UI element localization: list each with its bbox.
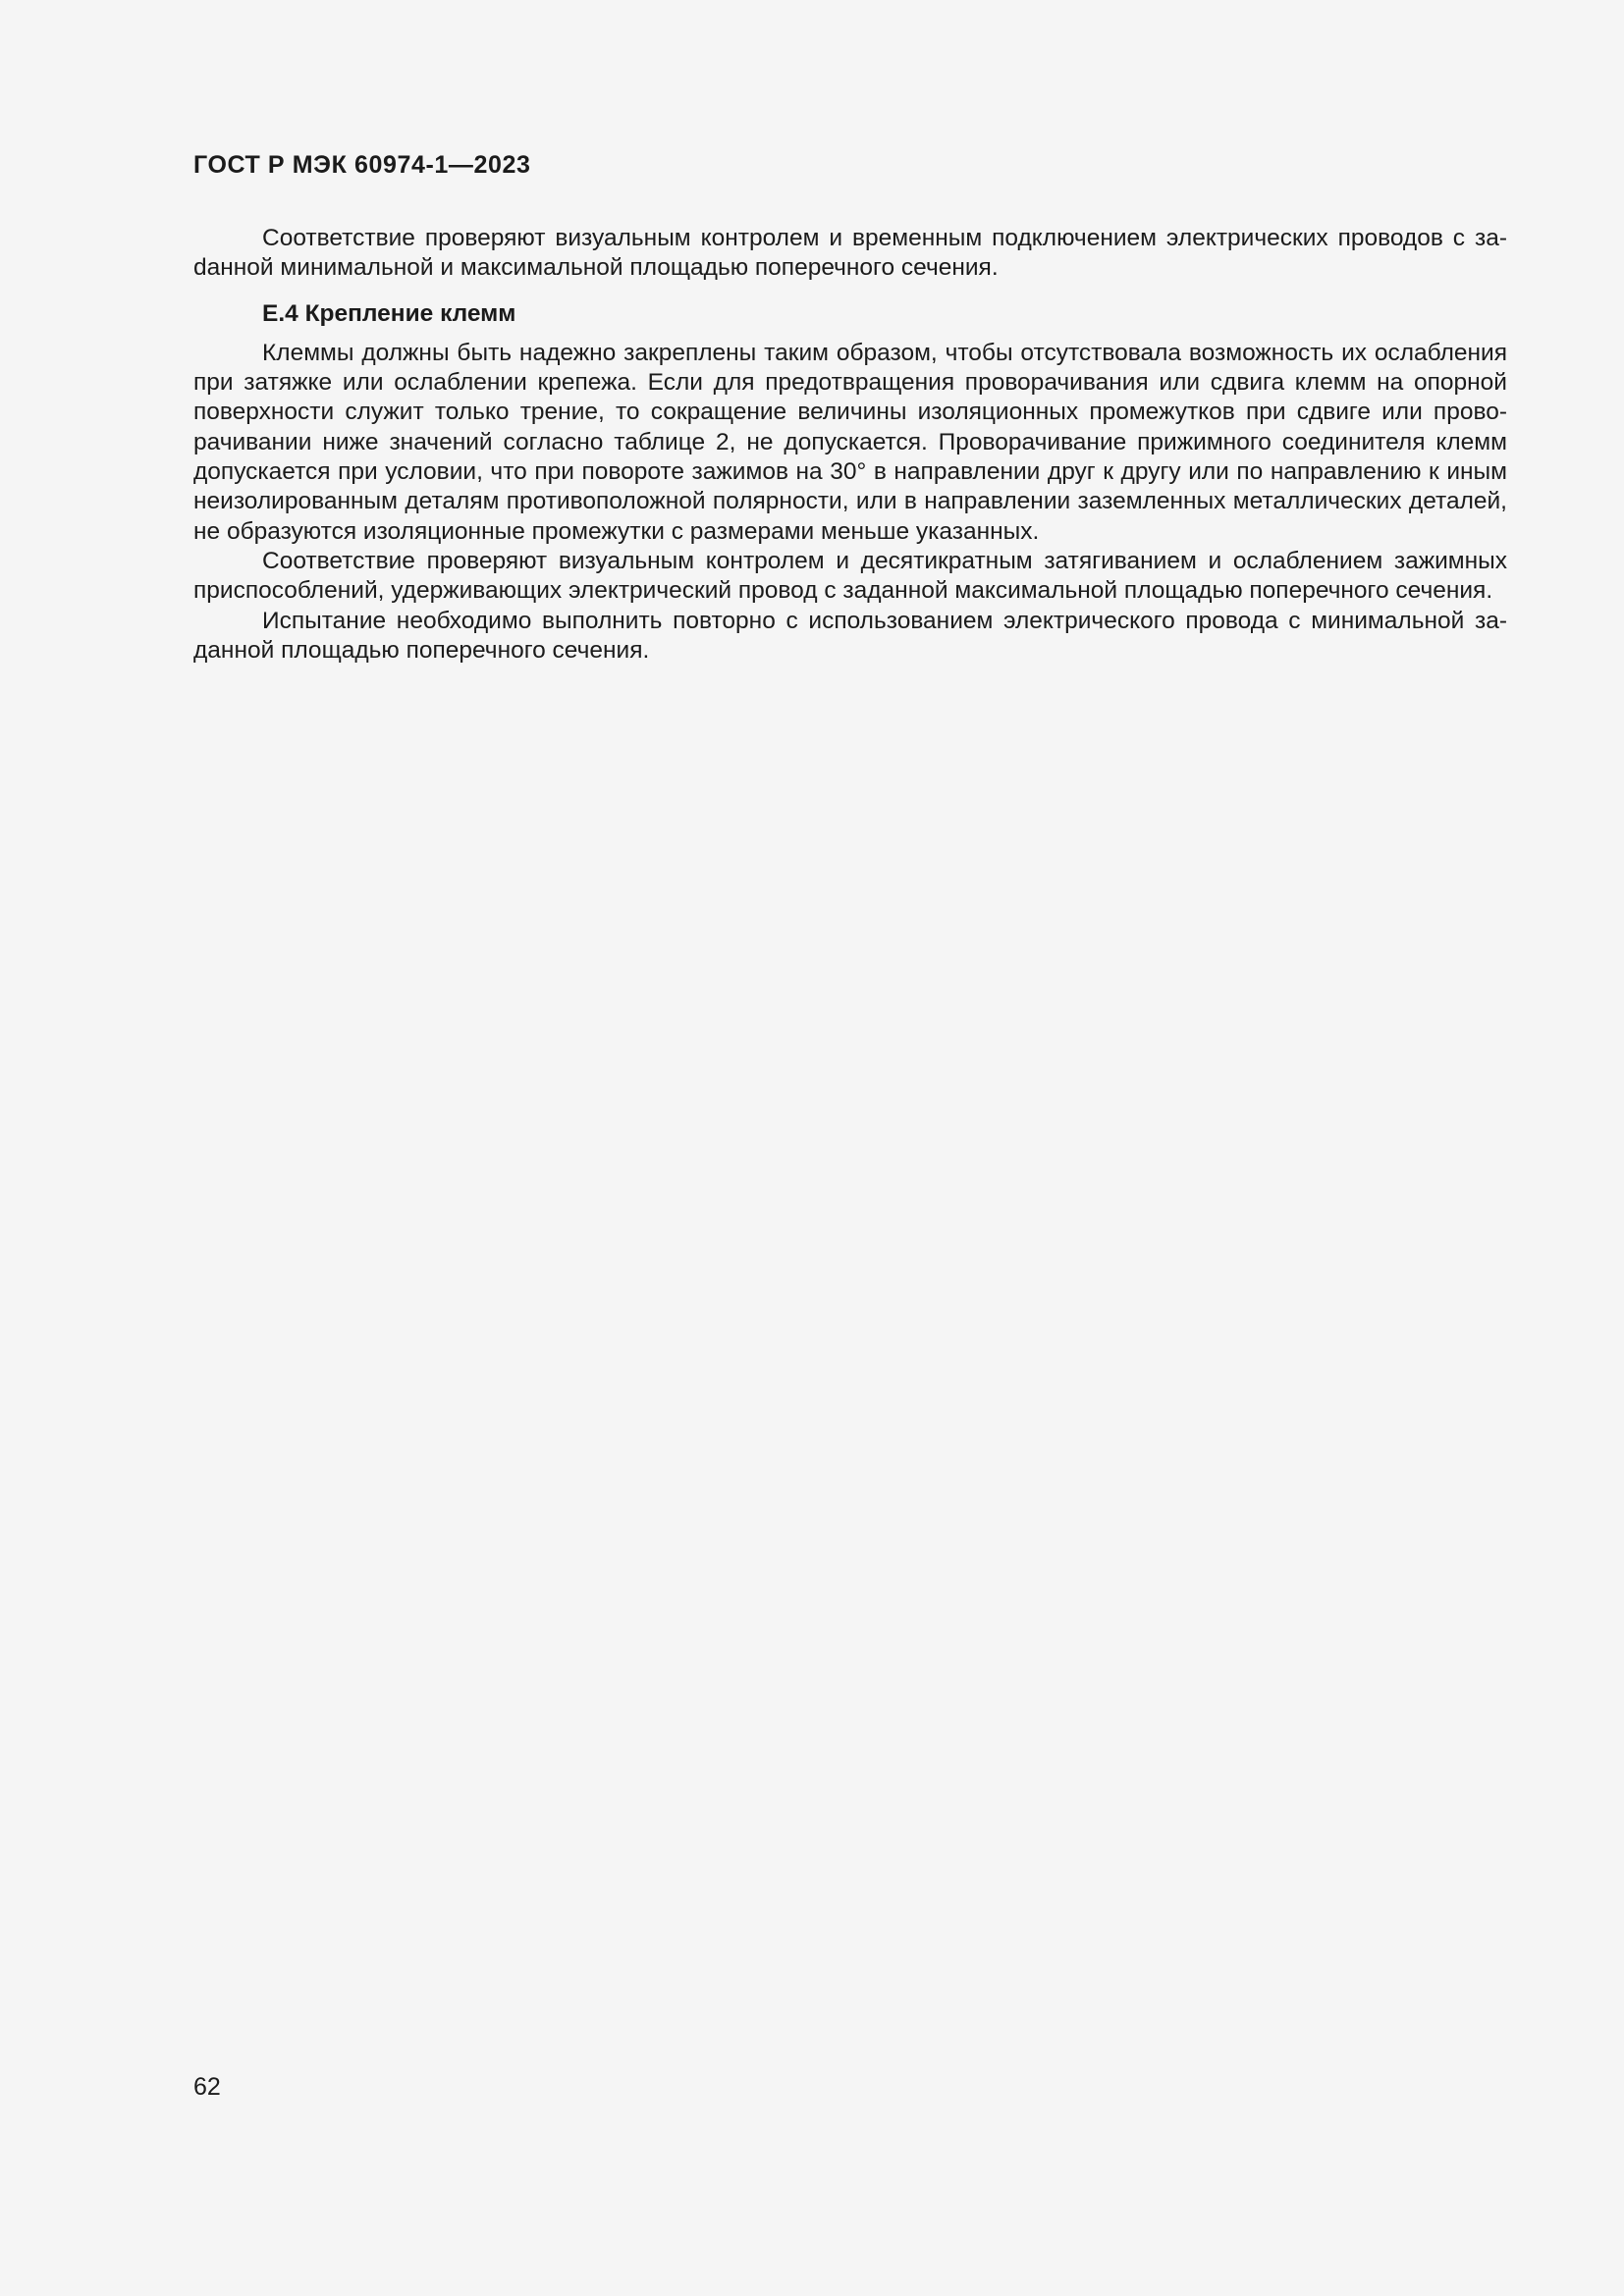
document-body bbox=[193, 224, 1507, 666]
section-heading-e4: E.4 Крепление клемм bbox=[262, 299, 516, 327]
document-header-title: ГОСТ Р МЭК 60974-1—2023 bbox=[193, 151, 531, 179]
page-number: 62 bbox=[193, 2073, 221, 2101]
paragraph-repeat-test: Испытание необходимо выполнить повторно с использованием электрического провода с минимальной заданной площадью поперечного сечения. bbox=[193, 607, 1507, 664]
paragraph-compliance-tightening: Соответствие проверяют визуальным контролем и десятикратным затягиванием и ослаблением зажимных приспособлений, удерживающих электрический провод с заданной максимальной площадью поперечного сечения. bbox=[193, 547, 1507, 605]
paragraph-terminal-fixing: Клеммы должны быть надежно закреплены таким образом, чтобы отсутствовала возможность их ослабления при затяжке или ослаблении крепежа. Если для предотвращения проворачивания или сдвига клемм на опорной поверхности служит только трение, то сокращение величины изоляционных промежутков при сдвиге или проворачивании ниже значений согласно таблице 2, не допускается. Проворачивание прижимного соединителя клемм допускается при условии, что при повороте зажимов на 30° в направлении друг к другу или по направлению к иным неизолированным деталям противоположной полярности, или в направлении заземленных металлических деталей, не образуются изоляционные промежутки с размерами меньше указанных. bbox=[193, 339, 1507, 545]
paragraph-compliance-check: Соответствие проверяют визуальным контролем и временным подключением электрических проводов с заdанной минимальной и максимальной площадью поперечного сечения. bbox=[193, 225, 1507, 282]
